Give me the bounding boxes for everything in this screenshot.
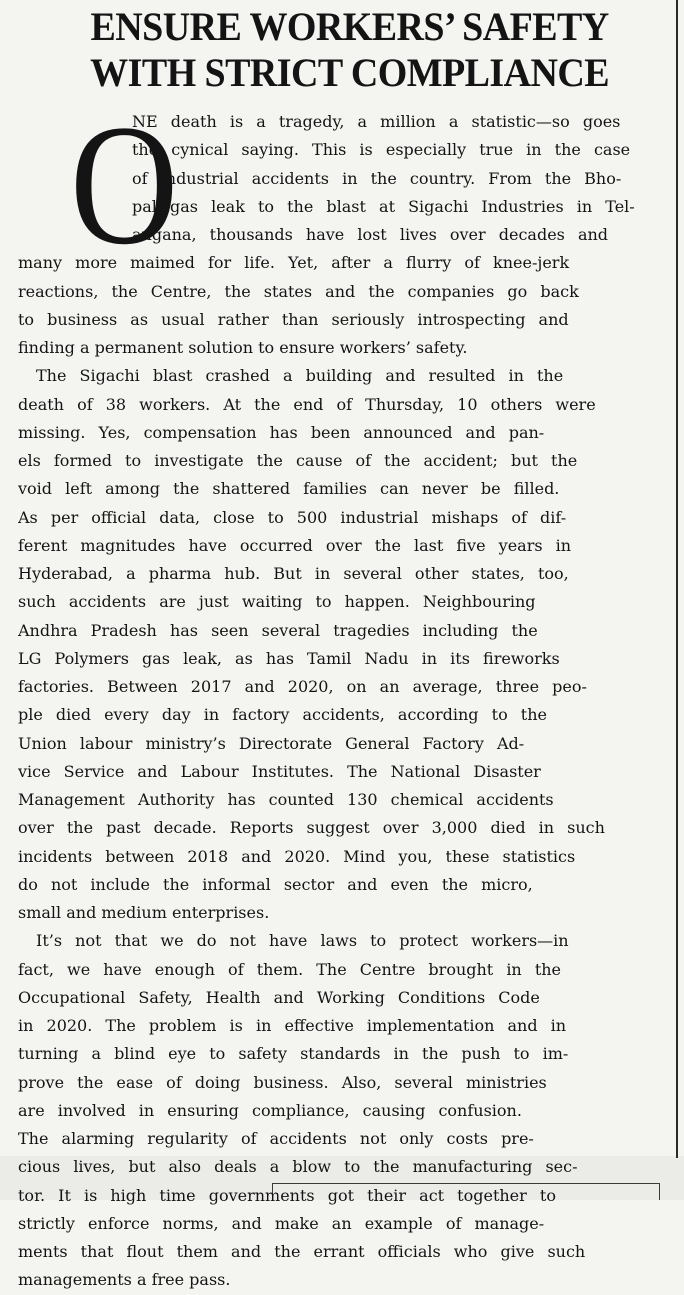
article-line: small and medium enterprises.	[18, 903, 270, 922]
article-line: ments that flout them and the errant officials who give such	[18, 1242, 586, 1261]
article-line: reactions, the Centre, the states and the companies go back	[18, 281, 579, 301]
article-line: strictly enforce norms, and make an example of manage-	[18, 1213, 545, 1233]
drop-cap: O	[70, 89, 179, 281]
article-line: LG Polymers gas leak, as has Tamil Nadu in its fireworks	[18, 648, 560, 668]
article-headline	[17, 4, 682, 96]
article-line: vice Service and Labour Institutes. The National Disaster	[18, 761, 541, 781]
article-line: the cynical saying. This is especially true in the case	[132, 140, 631, 160]
article-line: pal gas leak to the blast at Sigachi Industries in Tel-	[132, 196, 635, 216]
article-line: Andhra Pradesh has seen several tragedies including the	[18, 620, 538, 640]
article-line: Occupational Safety, Health and Working Conditions Code	[18, 987, 540, 1007]
article-line: over the past decade. Reports suggest over 3,000 died in such	[18, 818, 605, 838]
headline-line-1: ENSURE WORKERS’ SAFETY	[90, 4, 609, 49]
article-line: Union labour ministry’s Directorate General Factory Ad-	[18, 733, 525, 753]
article-line: to business as usual rather than seriously introspecting and	[18, 309, 569, 329]
article-line: managements a free pass.	[18, 1270, 231, 1290]
article-line: finding a permanent solution to ensure workers’ safety.	[18, 338, 468, 357]
article-line: ferent magnitudes have occurred over the last five years in	[18, 535, 572, 555]
article-line: missing. Yes, compensation has been announced and pan-	[18, 422, 545, 442]
article-line: tor. It is high time governments got their act together to	[18, 1185, 556, 1205]
article-line: such accidents are just waiting to happen. Neighbouring	[18, 592, 536, 612]
article-line: factories. Between 2017 and 2020, on an average, three peo-	[18, 677, 587, 696]
article-line: The Sigachi blast crashed a building and resulted in the	[36, 366, 564, 386]
article-line: of industrial accidents in the country. From the Bho-	[132, 168, 622, 188]
article-line: Management Authority has counted 130 chemical accidents	[18, 790, 554, 809]
article-line: incidents between 2018 and 2020. Mind you, these statistics	[18, 846, 576, 866]
article-line: Hyderabad, a pharma hub. But in several other states, too,	[18, 564, 569, 583]
article-line: turning a blind eye to safety standards in the push to im-	[18, 1044, 569, 1064]
article-line: many more maimed for life. Yet, after a flurry of knee-jerk	[18, 253, 570, 273]
article-line: do not include the informal sector and even the micro,	[18, 874, 533, 894]
column-rule	[676, 0, 678, 1158]
article-body	[0, 89, 648, 1295]
article-line: The alarming regularity of accidents not only costs pre-	[18, 1129, 534, 1148]
article-line: void left among the shattered families can never be filled.	[18, 479, 560, 499]
article-line: cious lives, but also deals a blow to the manufacturing sec-	[18, 1157, 578, 1177]
article-line: els formed to investigate the cause of the accident; but the	[18, 451, 578, 470]
article-line: death of 38 workers. At the end of Thursday, 10 others were	[18, 394, 596, 414]
article-line: As per official data, close to 500 industrial mishaps of dif-	[18, 507, 567, 527]
article-line: ple died every day in factory accidents, according to the	[18, 705, 547, 725]
article-line: It’s not that we do not have laws to protect workers—in	[36, 931, 569, 951]
article-line: angana, thousands have lost lives over decades and	[132, 225, 609, 244]
article-line: prove the ease of doing business. Also, several ministries	[18, 1072, 547, 1092]
article-line: fact, we have enough of them. The Centre brought in the	[18, 959, 562, 979]
headline-line-2: WITH STRICT COMPLIANCE	[90, 50, 610, 95]
article-line: in 2020. The problem is in effective implementation and in	[18, 1016, 567, 1035]
article-line: NE death is a tragedy, a million a statistic—so goes	[132, 112, 621, 131]
article-line: are involved in ensuring compliance, causing confusion.	[18, 1100, 522, 1120]
